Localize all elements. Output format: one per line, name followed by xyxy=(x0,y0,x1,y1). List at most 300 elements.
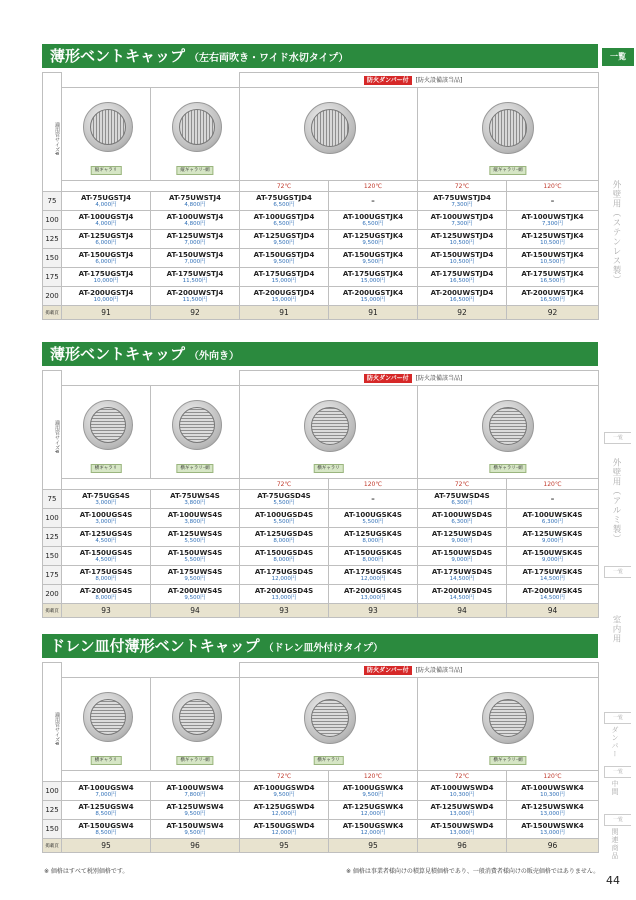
product-cell xyxy=(62,585,151,604)
price: 10,500円 xyxy=(540,240,565,246)
price: 9,500円 xyxy=(184,830,206,836)
price: 14,500円 xyxy=(540,576,565,582)
model-number: AT-200UGS4S xyxy=(79,587,133,595)
price: 3,800円 xyxy=(184,519,206,525)
gallery-type-label: 横ギャラリ xyxy=(313,464,344,473)
model-number: AT-200UWSD4S xyxy=(431,587,493,595)
vent-grille xyxy=(179,699,215,735)
size-cell: 125 xyxy=(43,801,62,820)
size-cell: 175 xyxy=(43,268,62,287)
model-number: AT-125UGSWK4 xyxy=(342,803,404,811)
model-number: AT-150UGSD4S xyxy=(254,549,314,557)
price: 8,000円 xyxy=(362,557,384,563)
page-ref[interactable]: 95 xyxy=(240,839,329,853)
size-cell: 75 xyxy=(43,192,62,211)
product-cell xyxy=(62,268,151,287)
size-cell: 150 xyxy=(43,547,62,566)
model-number: AT-100UWSTJD4 xyxy=(430,213,494,221)
vent-cap-image xyxy=(172,102,222,152)
model-number: AT-125UGSD4S xyxy=(254,530,314,538)
product-cell xyxy=(240,268,329,287)
model-number: AT-150UWS4S xyxy=(167,549,223,557)
model-number: AT-150UWSK4S xyxy=(522,549,583,557)
gallery-type-label: 横ギャラリ xyxy=(91,464,122,473)
model-number: AT-75UGSTJD4 xyxy=(256,194,312,202)
table-row xyxy=(43,249,599,268)
page-ref[interactable]: 96 xyxy=(507,839,599,853)
vent-cap-image xyxy=(482,692,534,744)
model-number: AT-200UWSTJK4 xyxy=(521,289,584,297)
side-group-stainless[interactable]: 外壁用（ステンレス製） xyxy=(611,180,621,285)
size-label: 適用管サイズφ xyxy=(43,371,62,490)
product-cell xyxy=(62,490,151,509)
product-cell xyxy=(240,585,329,604)
model-number: AT-150UGSTJ4 xyxy=(78,251,134,259)
model-number: AT-125UGSW4 xyxy=(78,803,134,811)
page-number: 44 xyxy=(606,874,620,887)
product-cell xyxy=(240,192,329,211)
table-row xyxy=(43,585,599,604)
price: 7,000円 xyxy=(95,792,117,798)
page-ref[interactable]: 91 xyxy=(240,306,329,320)
price: 9,500円 xyxy=(362,792,384,798)
damper-note: [防火設備該当品] xyxy=(415,375,463,382)
page-ref[interactable]: 92 xyxy=(151,306,240,320)
product-cell xyxy=(418,192,507,211)
model-number: AT-150UWSTJK4 xyxy=(521,251,584,259)
model-number: AT-100UGSW4 xyxy=(78,784,134,792)
model-number: AT-75UGSTJ4 xyxy=(81,194,131,202)
product-cell xyxy=(151,801,240,820)
product-image-cell xyxy=(240,678,418,771)
vent-grille xyxy=(489,407,527,445)
model-number: – xyxy=(550,197,555,205)
price: 7,300円 xyxy=(451,221,473,227)
product-cell xyxy=(151,566,240,585)
page-ref[interactable]: 91 xyxy=(329,306,418,320)
product-cell xyxy=(418,801,507,820)
gallery-type-label: 縦ギャラリ･網 xyxy=(176,166,213,175)
section-title-sub: （ドレン皿外付けタイプ） xyxy=(263,643,383,654)
product-cell xyxy=(507,801,599,820)
size-label: 適用管サイズφ xyxy=(43,663,62,782)
side-group-aluminum[interactable]: 外壁用（アルミ製） xyxy=(611,458,621,544)
price: 8,000円 xyxy=(362,538,384,544)
price: 16,500円 xyxy=(449,297,475,303)
table-row xyxy=(43,820,599,839)
table-row xyxy=(43,230,599,249)
price: 8,000円 xyxy=(95,576,117,582)
model-number: AT-125UWSTJ4 xyxy=(166,232,224,240)
product-cell xyxy=(151,547,240,566)
product-cell xyxy=(418,268,507,287)
model-number: AT-200UGSTJK4 xyxy=(342,289,404,297)
product-image-cell xyxy=(62,88,151,181)
temperature-label: 120℃ xyxy=(507,479,599,490)
price: 15,000円 xyxy=(360,278,386,284)
price: 16,500円 xyxy=(540,278,565,284)
product-cell xyxy=(62,211,151,230)
price: 7,300円 xyxy=(451,202,473,208)
product-cell xyxy=(507,585,599,604)
product-cell xyxy=(151,268,240,287)
model-number: AT-100UGSWK4 xyxy=(342,784,404,792)
price: 13,000円 xyxy=(540,830,565,836)
price: 9,000円 xyxy=(541,557,564,563)
temperature-label: 120℃ xyxy=(329,479,418,490)
product-cell xyxy=(329,782,418,801)
vent-cap-image xyxy=(83,102,133,152)
page-ref[interactable]: 92 xyxy=(507,306,599,320)
gallery-type-label: 横ギャラリ･網 xyxy=(176,756,213,765)
product-image-cell xyxy=(62,678,151,771)
product-cell xyxy=(507,268,599,287)
model-number: AT-125UWSW4 xyxy=(166,803,224,811)
model-number: AT-175UWS4S xyxy=(167,568,223,576)
table-row xyxy=(43,528,599,547)
side-box-list-1[interactable]: 一覧 xyxy=(604,432,631,444)
price: 4,500円 xyxy=(95,557,117,563)
model-number: AT-175UGSTJK4 xyxy=(342,270,404,278)
table-row xyxy=(43,566,599,585)
side-group-damper[interactable]: ダンパー xyxy=(611,726,619,758)
model-number: AT-125UWSK4S xyxy=(522,530,583,538)
product-cell xyxy=(329,268,418,287)
model-number: AT-100UWSWK4 xyxy=(521,784,584,792)
model-number: AT-100UGSD4S xyxy=(254,511,314,519)
page-ref[interactable]: 95 xyxy=(329,839,418,853)
product-cell xyxy=(418,585,507,604)
temperature-label: 120℃ xyxy=(507,181,599,192)
product-cell xyxy=(507,509,599,528)
vent-cap-image xyxy=(304,692,356,744)
temperature-label: 120℃ xyxy=(329,771,418,782)
product-cell xyxy=(329,490,418,509)
vent-grille xyxy=(489,699,527,737)
model-number: AT-75UWS4S xyxy=(170,492,220,500)
product-cell xyxy=(507,490,599,509)
table-row xyxy=(43,509,599,528)
model-number: AT-75UGS4S xyxy=(82,492,130,500)
model-number: AT-175UGSD4S xyxy=(254,568,314,576)
damper-badge: 防火ダンパー付 xyxy=(364,666,412,675)
price: 14,500円 xyxy=(449,595,475,601)
product-cell xyxy=(62,547,151,566)
model-number: AT-100UGSTJ4 xyxy=(78,213,134,221)
product-cell xyxy=(151,287,240,306)
page-ref[interactable]: 93 xyxy=(329,604,418,618)
model-number: AT-150UWSW4 xyxy=(166,822,224,830)
price: 8,500円 xyxy=(95,811,117,817)
product-cell xyxy=(240,490,329,509)
product-cell xyxy=(418,820,507,839)
product-cell xyxy=(418,509,507,528)
product-cell xyxy=(329,528,418,547)
price: 6,500円 xyxy=(273,202,295,208)
vent-cap-image xyxy=(83,692,133,742)
price: 9,500円 xyxy=(184,576,206,582)
product-cell xyxy=(418,490,507,509)
product-cell xyxy=(507,211,599,230)
price: 16,500円 xyxy=(449,278,475,284)
page-ref[interactable]: 96 xyxy=(151,839,240,853)
price: 4,000円 xyxy=(95,202,117,208)
product-cell xyxy=(240,211,329,230)
table-row xyxy=(43,287,599,306)
price: 9,500円 xyxy=(273,240,295,246)
damper-note: [防火設備該当品] xyxy=(415,77,463,84)
model-number: AT-150UGSTJK4 xyxy=(342,251,404,259)
table-row xyxy=(43,782,599,801)
section-title-sub: （外向き） xyxy=(189,351,240,362)
product-cell xyxy=(418,211,507,230)
product-cell xyxy=(62,192,151,211)
product-cell xyxy=(418,782,507,801)
side-group-indoor[interactable]: 室内用 xyxy=(611,615,621,644)
price: 6,300円 xyxy=(451,519,473,525)
price: 7,300円 xyxy=(541,221,564,227)
price: 12,000円 xyxy=(271,830,297,836)
model-number: AT-100UWSTJ4 xyxy=(166,213,224,221)
product-image-cell xyxy=(151,678,240,771)
model-number: AT-150UWSTJD4 xyxy=(430,251,494,259)
product-cell xyxy=(329,566,418,585)
page-ref[interactable]: 96 xyxy=(418,839,507,853)
price: 8,000円 xyxy=(95,595,117,601)
product-cell xyxy=(151,249,240,268)
model-number: AT-100UGSTJD4 xyxy=(253,213,315,221)
model-number: AT-75UGSD4S xyxy=(257,492,311,500)
size-cell: 150 xyxy=(43,249,62,268)
model-number: AT-150UGSWD4 xyxy=(253,822,315,830)
product-cell xyxy=(418,230,507,249)
price: 10,500円 xyxy=(540,259,565,265)
temperature-label: 72℃ xyxy=(418,771,507,782)
gallery-type-label: 横ギャラリ･網 xyxy=(176,464,213,473)
product-cell xyxy=(62,801,151,820)
product-cell xyxy=(418,528,507,547)
price: 8,000円 xyxy=(273,538,295,544)
page-ref[interactable]: 94 xyxy=(151,604,240,618)
price: 5,500円 xyxy=(184,557,206,563)
model-number: AT-150UGSTJD4 xyxy=(253,251,315,259)
price: 4,800円 xyxy=(184,202,206,208)
model-number: AT-100UWS4S xyxy=(167,511,223,519)
product-cell xyxy=(507,528,599,547)
product-cell xyxy=(507,782,599,801)
vent-cap-image xyxy=(304,400,356,452)
model-number: AT-150UWSD4S xyxy=(431,549,493,557)
product-cell xyxy=(62,566,151,585)
product-cell xyxy=(62,509,151,528)
product-cell xyxy=(507,249,599,268)
model-number: AT-150UGSK4S xyxy=(344,549,402,557)
product-image-cell xyxy=(418,678,599,771)
damper-header xyxy=(240,663,599,678)
section-title-main: ドレン皿付薄形ベントキャップ xyxy=(50,637,260,655)
model-number: AT-175UWSTJ4 xyxy=(166,270,224,278)
page-ref[interactable]: 93 xyxy=(240,604,329,618)
temperature-label: 120℃ xyxy=(329,181,418,192)
product-cell xyxy=(329,509,418,528)
damper-header xyxy=(240,73,599,88)
price: 3,800円 xyxy=(184,500,206,506)
gallery-type-label: 横ギャラリ xyxy=(91,756,122,765)
price: 9,000円 xyxy=(541,538,564,544)
model-number: AT-100UGSTJK4 xyxy=(342,213,404,221)
model-number: AT-125UWSWD4 xyxy=(430,803,494,811)
vent-grille xyxy=(90,407,126,443)
page-ref[interactable]: 94 xyxy=(507,604,599,618)
vent-grille xyxy=(90,699,126,735)
price: 13,000円 xyxy=(360,595,386,601)
table-row xyxy=(43,211,599,230)
damper-badge: 防火ダンパー付 xyxy=(364,76,412,85)
model-number: AT-125UWSD4S xyxy=(431,530,493,538)
price: 12,000円 xyxy=(360,576,386,582)
price: 7,000円 xyxy=(184,259,206,265)
price: 12,000円 xyxy=(360,811,386,817)
product-cell xyxy=(329,249,418,268)
product-image-cell xyxy=(151,88,240,181)
product-cell xyxy=(151,509,240,528)
price: 15,000円 xyxy=(271,297,297,303)
page-ref-label: 掲載頁 xyxy=(43,839,62,853)
model-number: AT-200UGSK4S xyxy=(344,587,402,595)
size-cell: 100 xyxy=(43,782,62,801)
size-cell: 125 xyxy=(43,230,62,249)
product-cell xyxy=(151,230,240,249)
product-cell xyxy=(240,820,329,839)
product-cell xyxy=(329,820,418,839)
product-cell xyxy=(151,528,240,547)
price: 10,300円 xyxy=(449,792,475,798)
price: 10,500円 xyxy=(449,259,475,265)
page-ref[interactable]: 95 xyxy=(62,839,151,853)
product-cell xyxy=(240,287,329,306)
temperature-label: 72℃ xyxy=(418,479,507,490)
model-number: AT-175UGS4S xyxy=(79,568,133,576)
product-cell xyxy=(240,528,329,547)
product-cell xyxy=(151,192,240,211)
price: 10,000円 xyxy=(93,297,119,303)
product-cell xyxy=(329,211,418,230)
page-ref[interactable]: 93 xyxy=(62,604,151,618)
price: 8,000円 xyxy=(273,557,295,563)
model-number: AT-150UGSWK4 xyxy=(342,822,404,830)
model-number: AT-150UGSW4 xyxy=(78,822,134,830)
page-ref[interactable]: 94 xyxy=(418,604,507,618)
price: 6,000円 xyxy=(95,240,117,246)
price: 13,000円 xyxy=(449,830,475,836)
model-number: – xyxy=(550,495,555,503)
model-number: AT-100UWSW4 xyxy=(166,784,224,792)
model-number: AT-175UWSTJK4 xyxy=(521,270,584,278)
price: 12,000円 xyxy=(271,576,297,582)
size-cell: 200 xyxy=(43,287,62,306)
price: 6,300円 xyxy=(541,519,564,525)
product-cell xyxy=(418,566,507,585)
price: 5,500円 xyxy=(184,538,206,544)
side-tab-list-active[interactable]: 一覧 xyxy=(602,48,634,66)
section-title xyxy=(42,44,598,68)
product-cell xyxy=(62,287,151,306)
price: 6,300円 xyxy=(451,500,473,506)
side-box-list-2[interactable]: 一覧 xyxy=(604,566,631,578)
product-cell xyxy=(62,230,151,249)
product-cell xyxy=(240,566,329,585)
price: 11,500円 xyxy=(182,278,208,284)
product-cell xyxy=(329,287,418,306)
side-box-list-3[interactable]: 一覧 xyxy=(604,712,631,724)
size-cell: 200 xyxy=(43,585,62,604)
damper-header xyxy=(240,371,599,386)
side-group-related[interactable]: 関連商品 xyxy=(611,828,619,860)
model-number: AT-100UGS4S xyxy=(79,511,133,519)
product-image-cell xyxy=(240,88,418,181)
product-cell xyxy=(240,249,329,268)
price: 6,500円 xyxy=(362,221,384,227)
side-box-list-4[interactable]: 一覧 xyxy=(604,766,631,778)
model-number: AT-200UWSTJ4 xyxy=(166,289,224,297)
model-number: AT-200UWSK4S xyxy=(522,587,583,595)
size-cell: 125 xyxy=(43,528,62,547)
model-number: AT-125UGSWD4 xyxy=(253,803,315,811)
model-number: AT-125UGS4S xyxy=(79,530,133,538)
product-cell xyxy=(507,820,599,839)
price: 4,800円 xyxy=(184,221,206,227)
model-number: AT-75UWSD4S xyxy=(434,492,490,500)
price: 15,000円 xyxy=(360,297,386,303)
side-box-list-5[interactable]: 一覧 xyxy=(604,814,631,826)
model-number: AT-175UWSK4S xyxy=(522,568,583,576)
page-ref[interactable]: 92 xyxy=(418,306,507,320)
size-cell: 100 xyxy=(43,509,62,528)
model-number: AT-125UWSWK4 xyxy=(521,803,584,811)
page-ref[interactable]: 91 xyxy=(62,306,151,320)
product-cell xyxy=(151,490,240,509)
product-table xyxy=(42,662,599,853)
vent-grille xyxy=(179,109,215,145)
product-cell xyxy=(329,230,418,249)
model-number: AT-175UGSTJD4 xyxy=(253,270,315,278)
gallery-type-label: 横ギャラリ･網 xyxy=(489,756,526,765)
size-cell: 175 xyxy=(43,566,62,585)
product-cell xyxy=(240,782,329,801)
product-cell xyxy=(507,566,599,585)
vent-cap-image xyxy=(172,692,222,742)
model-number: AT-125UGSTJD4 xyxy=(253,232,315,240)
price: 9,500円 xyxy=(273,259,295,265)
price: 9,000円 xyxy=(451,557,473,563)
product-cell xyxy=(62,528,151,547)
model-number: AT-150UWSWK4 xyxy=(521,822,584,830)
price: 11,500円 xyxy=(182,297,208,303)
vent-cap-image xyxy=(83,400,133,450)
vent-grille xyxy=(179,407,215,443)
temperature-label: 72℃ xyxy=(240,479,329,490)
footer-note-tax: ※ 価格はすべて税別価格です。 xyxy=(44,868,129,875)
product-cell xyxy=(62,249,151,268)
side-group-middle[interactable]: 中間 xyxy=(611,780,619,796)
product-cell xyxy=(151,782,240,801)
price: 10,500円 xyxy=(449,240,475,246)
vent-grille xyxy=(311,109,349,147)
model-number: AT-75UWSTJ4 xyxy=(169,194,221,202)
page-ref-label: 掲載頁 xyxy=(43,604,62,618)
product-cell xyxy=(418,249,507,268)
price: 10,300円 xyxy=(540,792,565,798)
